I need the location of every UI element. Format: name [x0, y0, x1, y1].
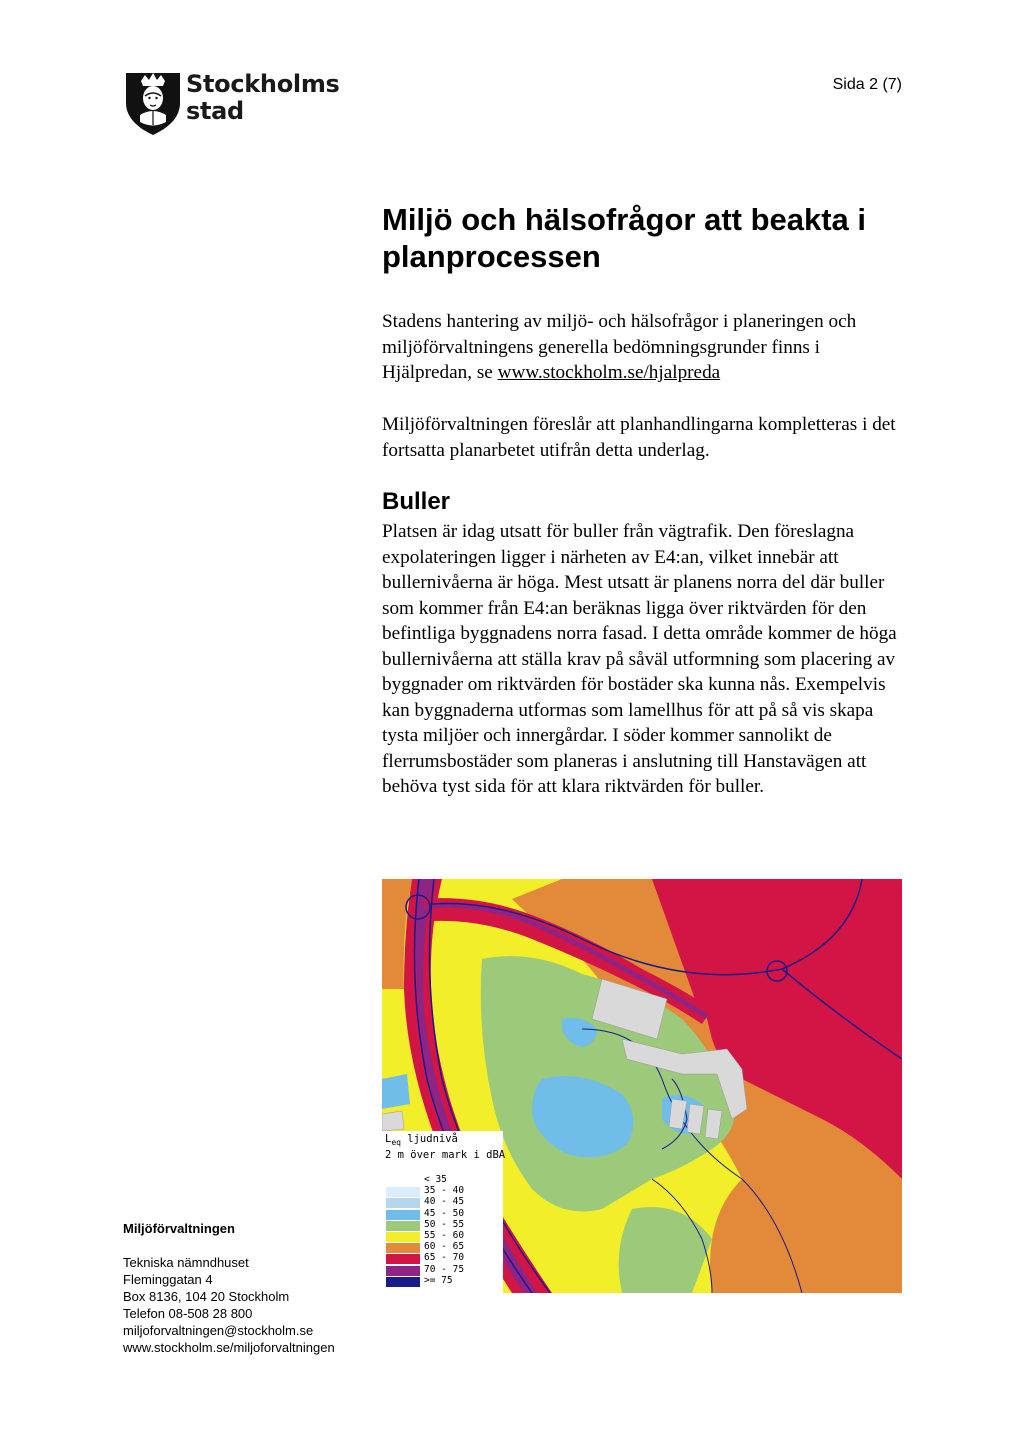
intro-text: Stadens hantering av miljö- och hälsofrågor i planeringen och miljöförvaltningens generella bedömningsgrunder finns i Hjälpredan, se: [382, 311, 857, 383]
legend-swatch: [386, 1210, 420, 1220]
legend-swatch: [386, 1176, 420, 1186]
stockholms-stad-logo: [124, 67, 340, 137]
legend-label: 70 - 75: [424, 1263, 465, 1275]
city-crest-icon: [124, 67, 182, 137]
sender-address: [123, 1220, 335, 1356]
legend-swatch: [386, 1198, 420, 1208]
logo-wordmark: [186, 71, 340, 125]
legend-label: 55 - 60: [424, 1230, 465, 1241]
hjalpreda-link[interactable]: www.stockholm.se/hjalpreda: [497, 362, 721, 383]
legend-label: >= 75: [424, 1274, 453, 1286]
legend-label: 40 - 45: [424, 1196, 465, 1208]
proposal-paragraph: Miljöförvaltningen föreslår att planhandlingarna kompletteras i det fortsatta planarbetet utifrån detta underlag.: [382, 414, 896, 461]
legend-swatch: [386, 1187, 420, 1197]
page-title: Miljö och hälsofrågor att beakta i planprocessen: [382, 202, 867, 274]
logo-line-2: stad: [186, 97, 244, 125]
legend-title: $L_{eq}$ ljudnivå 2 m över mark i dBA: [385, 1133, 506, 1162]
page-number: Sida 2 (7): [832, 76, 902, 93]
footer-org: Miljöförvaltningen: [123, 1221, 235, 1236]
legend-label: < 35: [424, 1174, 447, 1185]
legend-swatch: [386, 1277, 420, 1287]
legend-label: 50 - 55: [424, 1218, 465, 1230]
legend-label: 35 - 40: [424, 1185, 465, 1197]
footer-line: Box 8136, 104 20 Stockholm: [123, 1289, 290, 1304]
logo-line-1: Stockholms: [186, 70, 340, 98]
legend-item: [386, 1274, 498, 1287]
legend-swatch: [386, 1266, 420, 1276]
legend-swatch: [386, 1232, 420, 1242]
legend-swatch: [386, 1243, 420, 1253]
footer-email: miljoforvaltningen@stockholm.se: [123, 1323, 314, 1338]
legend-swatch: [386, 1254, 420, 1264]
footer-website: www.stockholm.se/miljoforvaltningen: [123, 1340, 335, 1355]
intro-paragraph: [382, 309, 904, 386]
legend-label: 45 - 50: [424, 1207, 465, 1219]
footer-line: Tekniska nämndhuset: [123, 1255, 249, 1270]
footer-line: Telefon 08-508 28 800: [123, 1306, 253, 1321]
legend-swatch: [386, 1221, 420, 1231]
map-legend: [382, 1131, 506, 1293]
buller-paragraph: Platsen är idag utsatt för buller från vägtrafik. Den föreslagna expolateringen ligger i närheten av E4:an, vilket innebär att bullernivåerna är höga. Mest utsatt är planens norra del där buller som kommer från E4:an beräknas ligga över riktvärden för den befintliga byggnadens norra fasad. I detta område kommer de höga bullernivåerna att ställa krav på såväl utformning som placering av byggnader om riktvärden för bostäder ska kunna nås. Exempelvis kan byggnaderna utformas som lamellhus för att på så vis skapa tysta miljöer och innergårdar. I söder kommer sannolikt de flerrumsbostäder som planeras i anslutning till Hanstavägen att behöva tyst sida för att klara riktvärden för buller.: [382, 521, 897, 797]
section-heading-buller: Buller: [382, 488, 451, 515]
footer-line: Fleminggatan 4: [123, 1272, 213, 1287]
legend-label: 60 - 65: [424, 1241, 465, 1253]
legend-label: 65 - 70: [424, 1252, 465, 1264]
